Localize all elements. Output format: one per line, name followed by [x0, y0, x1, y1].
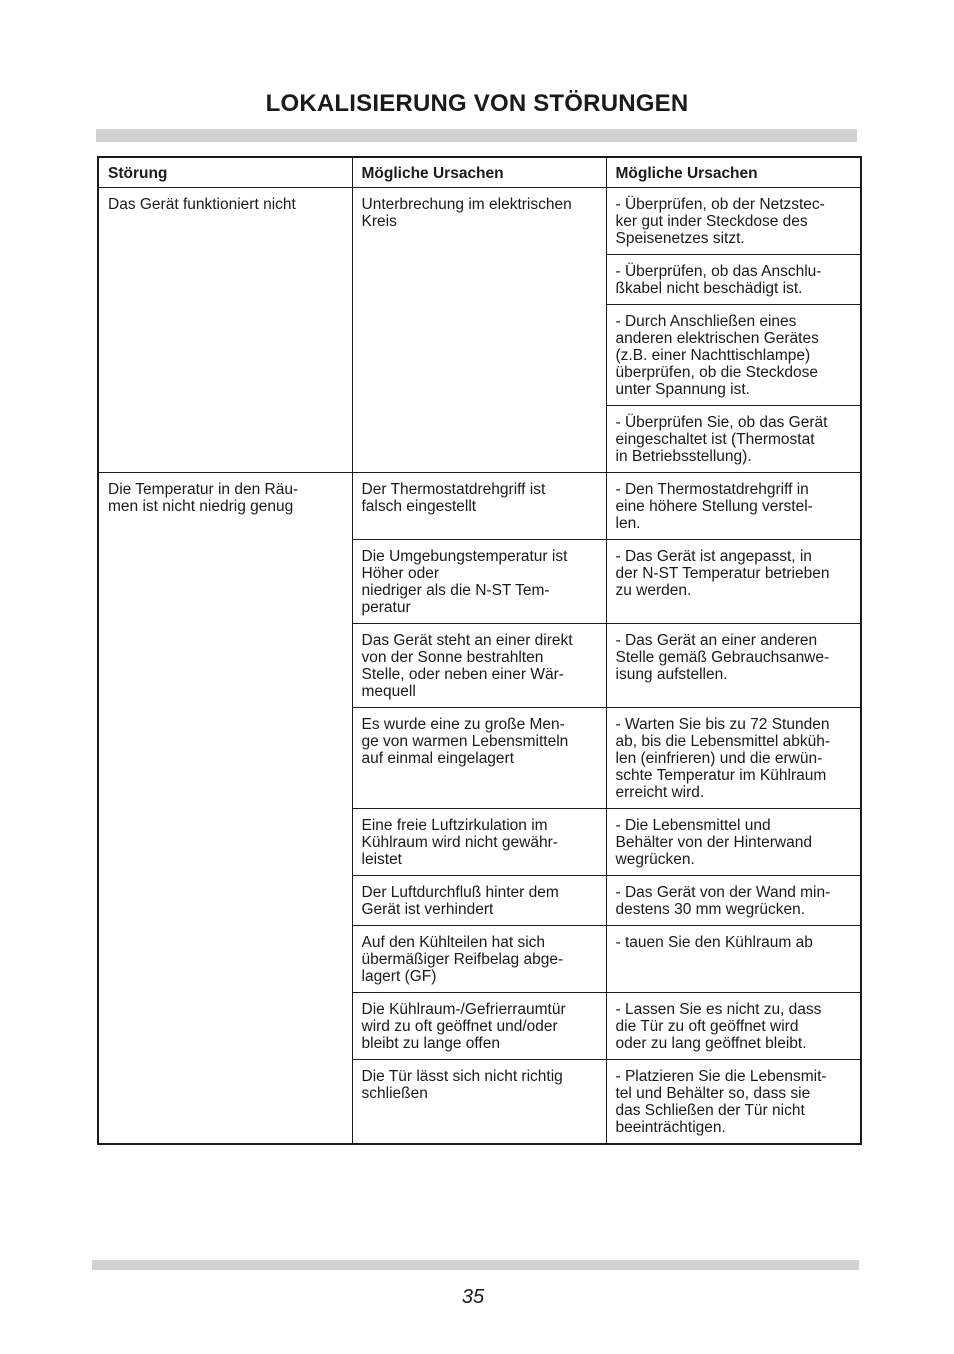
remedy-cell: - Das Gerät an einer anderen Stelle gemäß Gebrauchsanwe- isung aufstellen.	[606, 624, 861, 708]
remedy-cell: - Überprüfen Sie, ob das Gerät eingeschaltet ist (Thermostat in Betriebsstellung).	[606, 406, 861, 473]
cause-cell: Der Luftdurchfluß hinter dem Gerät ist verhindert	[352, 876, 606, 926]
cause-cell: Es wurde eine zu große Men- ge von warmen Lebensmitteln auf einmal eingelagert	[352, 708, 606, 809]
cause-cell: Auf den Kühlteilen hat sich übermäßiger Reifbelag abge- lagert (GF)	[352, 926, 606, 993]
remedy-cell: - Die Lebensmittel und Behälter von der Hinterwand wegrücken.	[606, 809, 861, 876]
cause-cell: Die Tür lässt sich nicht richtig schließen	[352, 1060, 606, 1145]
remedy-cell: - Den Thermostatdrehgriff in eine höhere Stellung verstel- len.	[606, 473, 861, 540]
page-number: 35	[461, 1286, 485, 1308]
header-problem: Störung	[98, 157, 352, 188]
remedy-cell: - Überprüfen, ob das Anschlu- ßkabel nicht beschädigt ist.	[606, 255, 861, 305]
header-causes: Mögliche Ursachen	[352, 157, 606, 188]
remedy-cell: - Das Gerät ist angepasst, in der N-ST Temperatur betrieben zu werden.	[606, 540, 861, 624]
cause-cell: Die Kühlraum-/Gefrierraumtür wird zu oft geöffnet und/oder bleibt zu lange offen	[352, 993, 606, 1060]
title-divider-bar	[96, 129, 857, 142]
troubleshooting-table	[97, 156, 862, 1145]
remedy-cell: - Warten Sie bis zu 72 Stunden ab, bis die Lebensmittel abküh- len (einfrieren) und die erwün- schte Temperatur im Kühlraum erreicht wird.	[606, 708, 861, 809]
table-header-row	[98, 157, 861, 188]
page-title: LOKALISIERUNG VON STÖRUNGEN	[265, 90, 689, 117]
cause-cell: Die Umgebungstemperatur ist Höher oder niedriger als die N-ST Tem- peratur	[352, 540, 606, 624]
remedy-cell: - tauen Sie den Kühlraum ab	[606, 926, 861, 993]
remedy-cell: - Platzieren Sie die Lebensmit- tel und Behälter so, dass sie das Schließen der Tür nicht beeinträchtigen.	[606, 1060, 861, 1145]
remedy-cell: - Überprüfen, ob der Netzstec- ker gut inder Steckdose des Speisenetzes sitzt.	[606, 188, 861, 255]
problem-cell: Die Temperatur in den Räu- men ist nicht niedrig genug	[98, 473, 352, 1145]
cause-cell: Eine freie Luftzirkulation im Kühlraum wird nicht gewähr- leistet	[352, 809, 606, 876]
table-row	[98, 188, 861, 255]
remedy-cell: - Durch Anschließen eines anderen elektrischen Gerätes (z.B. einer Nachttischlampe) überprüfen, ob die Steckdose unter Spannung ist.	[606, 305, 861, 406]
footer-divider-bar	[92, 1260, 859, 1270]
table-row	[98, 473, 861, 540]
remedy-cell: - Das Gerät von der Wand min- destens 30 mm wegrücken.	[606, 876, 861, 926]
cause-cell: Der Thermostatdrehgriff ist falsch eingestellt	[352, 473, 606, 540]
cause-cell: Das Gerät steht an einer direkt von der Sonne bestrahlten Stelle, oder neben einer Wär- mequell	[352, 624, 606, 708]
header-remedies: Mögliche Ursachen	[606, 157, 861, 188]
remedy-cell: - Lassen Sie es nicht zu, dass die Tür zu oft geöffnet wird oder zu lang geöffnet bleibt.	[606, 993, 861, 1060]
problem-cell: Das Gerät funktioniert nicht	[98, 188, 352, 473]
cause-cell: Unterbrechung im elektrischen Kreis	[352, 188, 606, 473]
